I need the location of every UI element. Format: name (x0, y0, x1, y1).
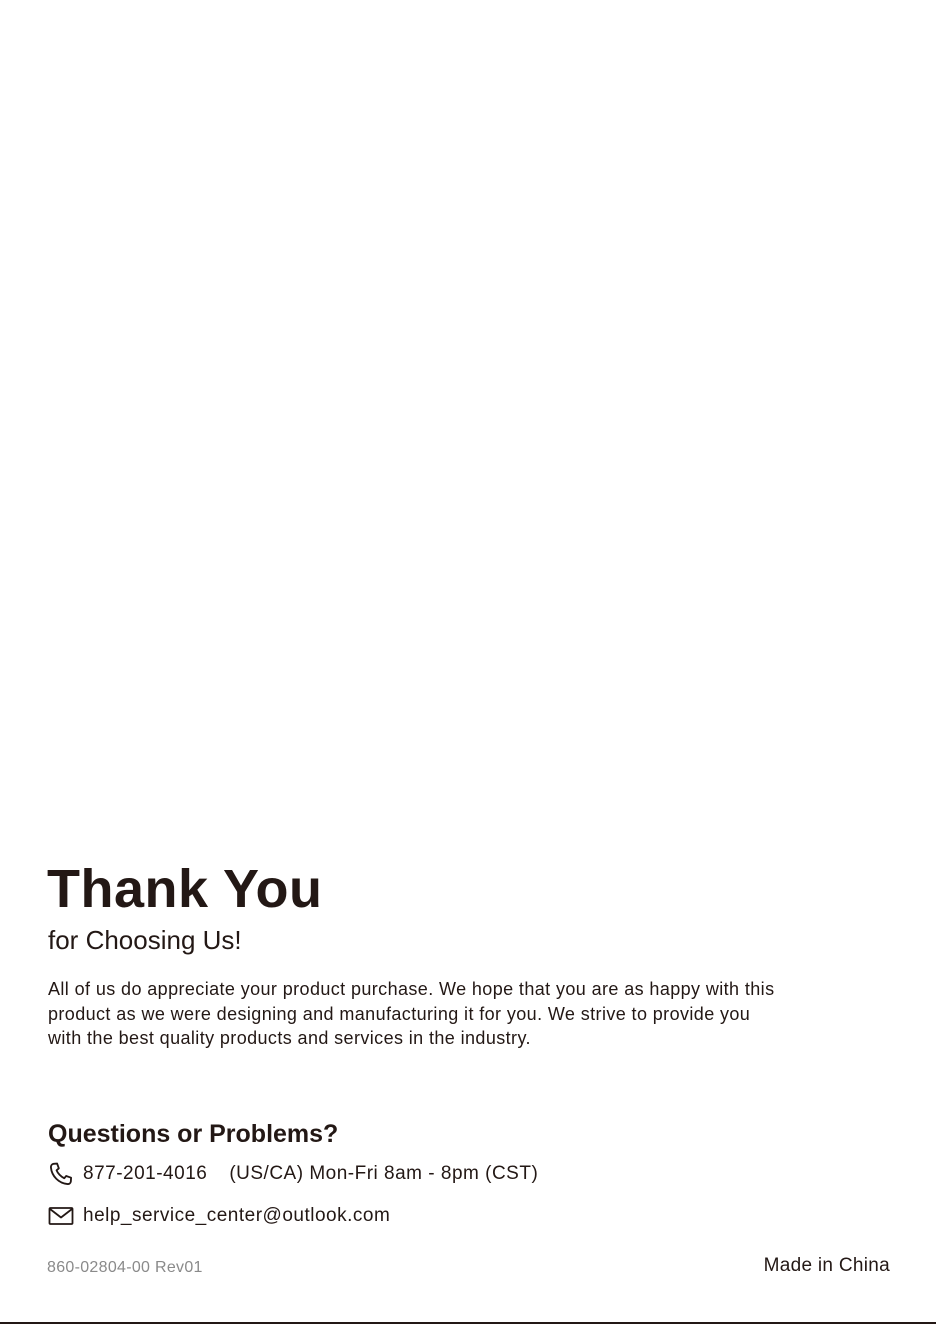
message-line: All of us do appreciate your product purchase. We hope that you are as happy with this (48, 979, 775, 999)
support-heading: Questions or Problems? (48, 1120, 339, 1148)
page-title: Thank You (47, 859, 323, 919)
support-hours: (US/CA) Mon-Fri 8am - 8pm (CST) (229, 1163, 539, 1184)
message-line: product as we were designing and manufacturing it for you. We strive to provide you (48, 1003, 751, 1024)
email-address[interactable]: help_service_center@outlook.com (83, 1205, 391, 1226)
phone-contact (48, 1160, 538, 1188)
page-subtitle: for Choosing Us! (48, 925, 242, 955)
phone-number[interactable]: 877-201-4016 (83, 1163, 208, 1184)
message-line: with the best quality products and services in the industry. (48, 1028, 531, 1048)
part-number: 860-02804-00 Rev01 (47, 1259, 203, 1276)
country-of-origin: Made in China (763, 1255, 890, 1276)
phone-icon (48, 1161, 74, 1187)
email-contact (48, 1202, 390, 1230)
thank-you-message (48, 977, 898, 1051)
mail-icon (48, 1203, 74, 1229)
